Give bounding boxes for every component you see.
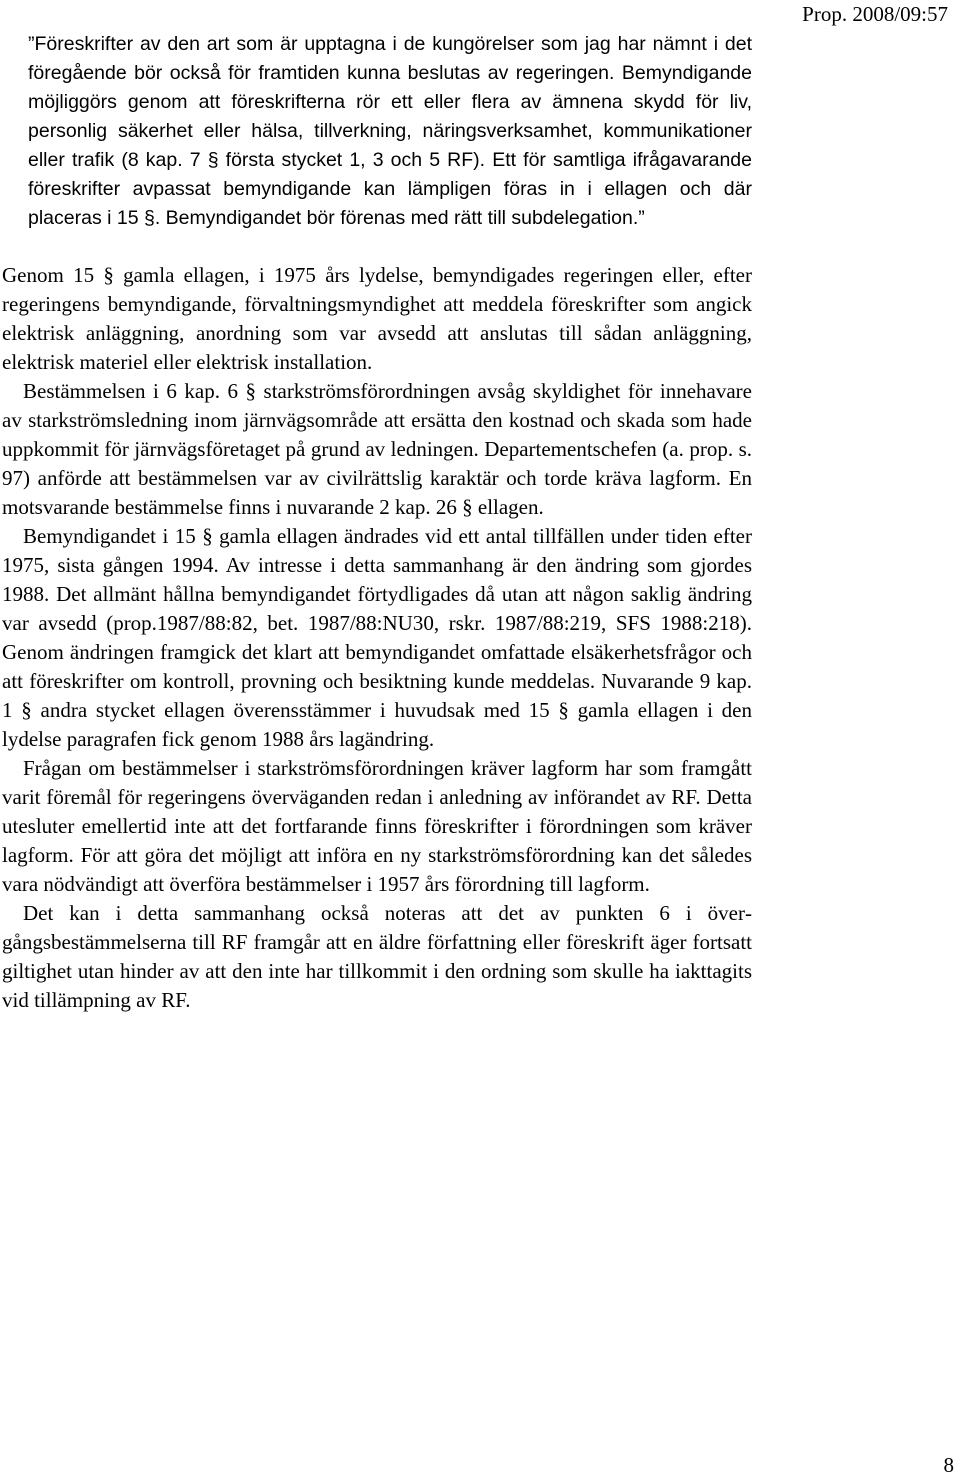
- quoted-passage: ”Föreskrifter av den art som är upptagna i de kungörelser som jag har nämnt i det föregående bör också för framtiden kunna beslutas av regeringen. Bemyndigande möjliggörs genom att föreskrifterna rör ett eller flera av ämnena skydd för liv, personlig säkerhet eller hälsa, tillverkning, näringsverksamhet, kommunikationer eller trafik (8 kap. 7 § första stycket 1, 3 och 5 RF). Ett för samtliga ifrågavarande föreskrifter avpassat bemyndigande kan lämpligen föras in i ellagen och där placeras i 15 §. Bemyndigandet bör förenas med rätt till subdelegation.”: [28, 33, 752, 229]
- paragraph-4: Frågan om bestämmelser i starkströmsförordningen kräver lagform har som framgått varit föremål för regeringens överväganden redan i anledning av införandet av RF. Detta utesluter emellertid inte att det fortfarande finns föreskrifter i förordningen som kräver lagform. För att göra det möjligt att införa en ny starkströmsförordning kan det således vara nödvändigt att överföra bestämmelser i 1957 års förordning till lagform.: [2, 756, 752, 896]
- paragraph-3: Bemyndigandet i 15 § gamla ellagen ändrades vid ett antal tillfällen under tiden efter 1975, sista gången 1994. Av intresse i detta sammanhang är den ändring som gjordes 1988. Det allmänt hållna bemyndigandet förtydligades då utan att någon saklig ändring var avsedd (prop.1987/88:82, bet. 1987/88:NU30, rskr. 1987/88:219, SFS 1988:218). Genom ändringen framgick det klart att bemyndigandet omfattade elsäkerhetsfrågor och att föreskrifter om kontroll, provning och besiktning kunde meddelas. Nuvarande 9 kap. 1 § andra stycket ellagen överensstämmer i huvudsak med 15 § gamla ellagen i den lydelse paragrafen fick genom 1988 års lagändring.: [2, 524, 752, 751]
- page-number: 8: [943, 1453, 954, 1477]
- document-body: [2, 30, 752, 1015]
- paragraph-5: Det kan i detta sammanhang också noteras att det av punkten 6 i övergångsbestämmelserna till RF framgår att en äldre författning eller föreskrift äger fortsatt giltighet utan hinder av att den inte har tillkommit i den ordning som skulle ha iakttagits vid tillämpning av RF.: [2, 901, 752, 1012]
- paragraph-1: Genom 15 § gamla ellagen, i 1975 års lydelse, bemyndigades regeringen eller, efter regeringens bemyndigande, förvaltningsmyndighet att meddela föreskrifter som angick elektrisk anläggning, anordning som var avsedd att anslutas till sådan anläggning, elektrisk materiel eller elektrisk installation.: [2, 263, 752, 374]
- paragraph-2: Bestämmelsen i 6 kap. 6 § starkströmsförordningen avsåg skyldighet för innehavare av starkströmsledning inom järnvägsområde att ersätta den kostnad och skada som hade uppkommit för järnvägsföretaget på grund av ledningen. Departementschefen (a. prop. s. 97) anförde att bestämmelsen var av civilrättslig karaktär och torde kräva lagform. En motsvarande bestämmelse finns i nuvarande 2 kap. 26 § ellagen.: [2, 379, 752, 519]
- proposition-reference: Prop. 2008/09:57: [802, 2, 948, 26]
